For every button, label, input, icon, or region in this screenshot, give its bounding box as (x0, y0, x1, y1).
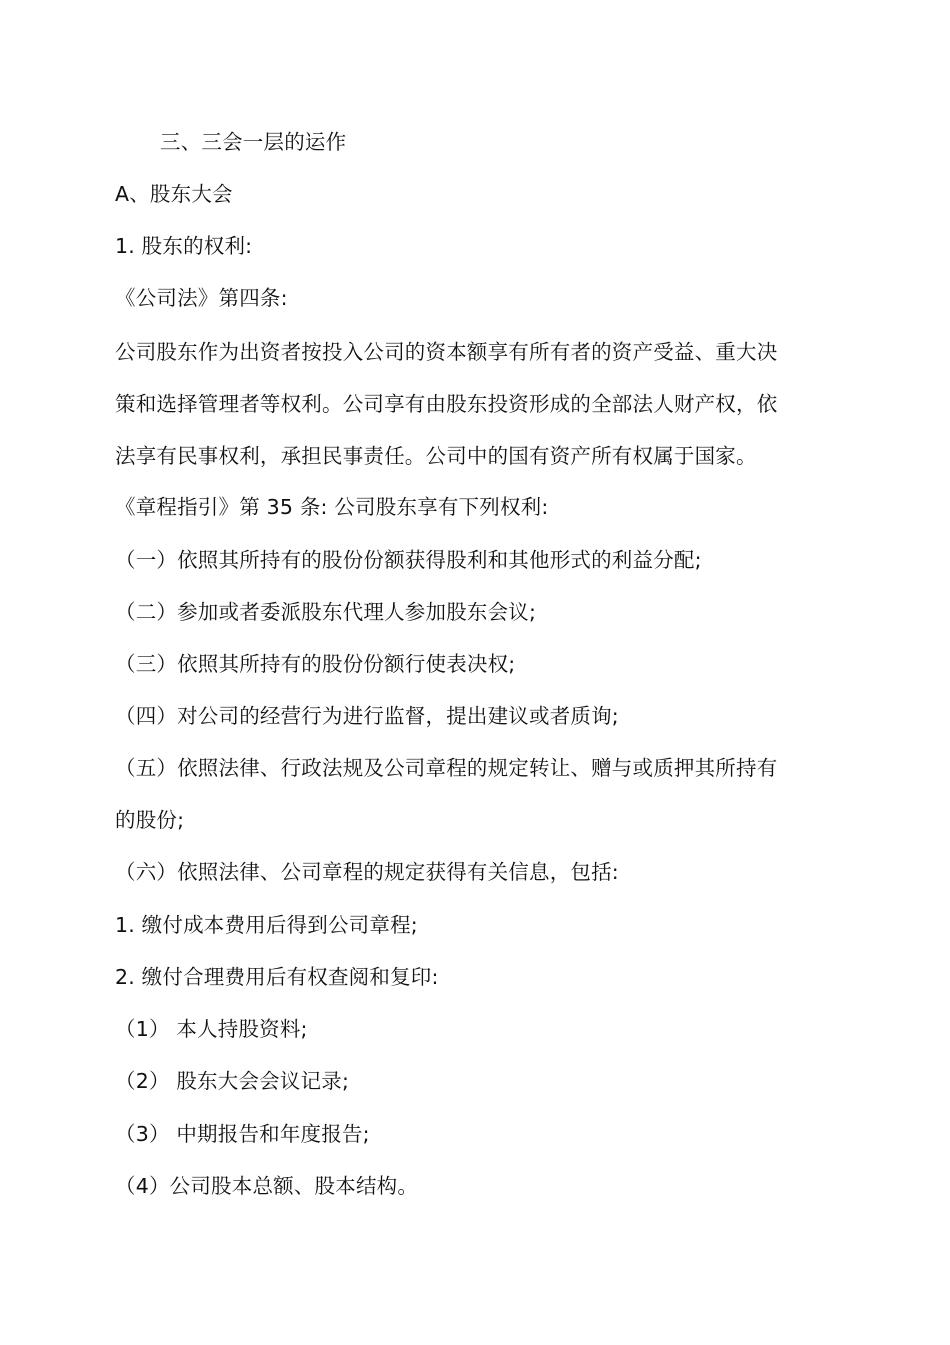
right-item: （四）对公司的经营行为进行监督，提出建议或者质询; (115, 704, 619, 728)
sub-item: （1） 本人持股资料; (115, 1017, 308, 1041)
sub-item: （3） 中期报告和年度报告; (115, 1122, 370, 1146)
info-item: 1. 缴付成本费用后得到公司章程; (115, 913, 418, 937)
info-item: 2. 缴付合理费用后有权查阅和复印: (115, 965, 439, 989)
subsection-title: 1. 股东的权利: (115, 234, 253, 258)
right-item-continuation: 的股份; (115, 808, 185, 832)
sub-item: （2） 股东大会会议记录; (115, 1069, 350, 1093)
law-text-line: 公司股东作为出资者按投入公司的资本额享有所有者的资产受益、重大决 (115, 340, 778, 364)
section-heading: 三、三会一层的运作 (160, 130, 347, 154)
right-item: （一）依照其所持有的股份份额获得股利和其他形式的利益分配; (115, 548, 702, 572)
right-item: （五）依照法律、行政法规及公司章程的规定转让、赠与或质押其所持有 (115, 756, 778, 780)
section-title: A、股东大会 (115, 182, 233, 206)
guideline-reference: 《章程指引》第 35 条: 公司股东享有下列权利: (115, 495, 549, 519)
law-reference: 《公司法》第四条: (115, 286, 288, 310)
right-item: （二）参加或者委派股东代理人参加股东会议; (115, 600, 537, 624)
law-text-line: 策和选择管理者等权利。公司享有由股东投资形成的全部法人财产权，依 (115, 392, 778, 416)
right-item: （六）依照法律、公司章程的规定获得有关信息，包括: (115, 860, 619, 884)
right-item: （三）依照其所持有的股份份额行使表决权; (115, 652, 516, 676)
law-text-line: 法享有民事权利，承担民事责任。公司中的国有资产所有权属于国家。 (115, 444, 757, 468)
sub-item: （4）公司股本总额、股本结构。 (115, 1174, 419, 1198)
